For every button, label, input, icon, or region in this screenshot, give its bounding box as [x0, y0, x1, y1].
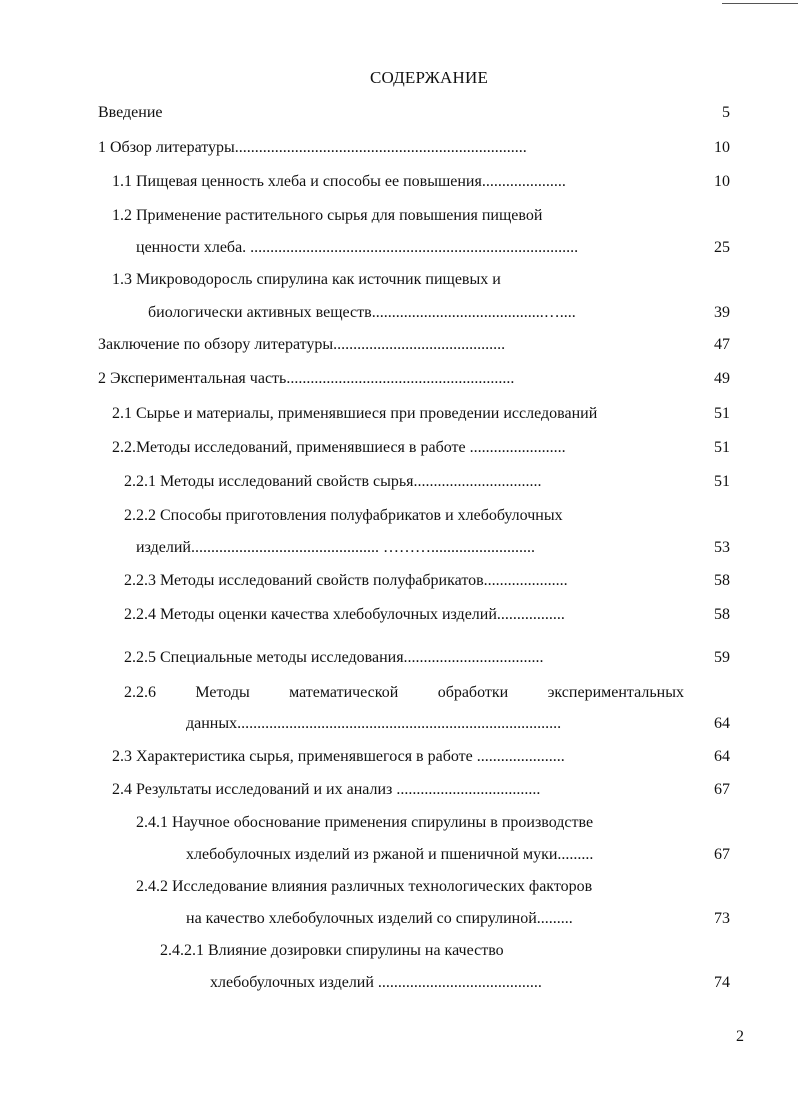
toc-entry-2-2-2-line1: 2.2.2 Способы приготовления полуфабрикатов и хлебобулочных: [124, 507, 563, 524]
toc-entry-1-3-line1: 1.3 Микроводоросль спирулина как источник пищевых и: [112, 271, 501, 288]
toc-entry-2-2-4: 2.2.4 Методы оценки качества хлебобулочных изделий.................: [124, 606, 565, 623]
toc-entry-2-2-6-line1: [124, 683, 684, 703]
page-number: 2: [736, 1028, 744, 1045]
page-title: СОДЕРЖАНИЕ: [369, 68, 489, 87]
toc-entry-conclusion: Заключение по обзору литературы...........................................: [98, 336, 506, 353]
toc-entry-1-3-line2: биологически активных веществ...........................................…....: [148, 304, 576, 321]
toc-page-2-4-2-1: 74: [714, 974, 730, 991]
toc-entry-2-4-2-line2: на качество хлебобулочных изделий со спирулиной.........: [186, 910, 573, 927]
toc-entry-2-1: 2.1 Сырье и материалы, применявшиеся при проведении исследований: [112, 405, 598, 422]
toc-word: Методы: [195, 684, 250, 701]
toc-page-2-1: 51: [714, 405, 730, 422]
toc-page-1-2: 25: [714, 239, 730, 256]
toc-page-conclusion: 47: [714, 336, 730, 353]
toc-page-2-4: 67: [714, 781, 730, 798]
toc-entry-2: 2 Экспериментальная часть.........................................................: [98, 370, 515, 387]
toc-entry-2-2-6-line2: данных.................................................................................: [186, 715, 562, 732]
toc-page-intro: 5: [722, 104, 730, 121]
toc-entry-2-4: 2.4 Результаты исследований и их анализ ....................................: [112, 781, 541, 798]
toc-page-1-3: 39: [714, 304, 730, 321]
toc-page-2-2-6: 64: [714, 715, 730, 732]
toc-page-1: 10: [714, 139, 730, 156]
toc-entry-2-3: 2.3 Характеристика сырья, применявшегося в работе ......................: [112, 748, 565, 765]
toc-entry-1-2-line1: 1.2 Применение растительного сырья для повышения пищевой: [112, 207, 543, 224]
toc-entry-1: 1 Обзор литературы.........................................................................: [98, 139, 527, 156]
toc-entry-2-4-1-line1: 2.4.1 Научное обоснование применения спирулины в производстве: [136, 814, 594, 831]
toc-word: 2.2.6: [124, 684, 156, 701]
toc-entry-intro: Введение: [98, 104, 163, 121]
toc-entry-2-2-3: 2.2.3 Методы исследований свойств полуфабрикатов.....................: [124, 572, 568, 589]
toc-page-2-2-5: 59: [714, 649, 730, 666]
toc-page-2-2-3: 58: [714, 572, 730, 589]
toc-entry-2-2-1: 2.2.1 Методы исследований свойств сырья................................: [124, 473, 542, 490]
toc-page-2-2-4: 58: [714, 606, 730, 623]
toc-entry-1-2-line2: ценности хлеба. ..................................................................................: [136, 239, 579, 256]
toc-page-2: 49: [714, 370, 730, 387]
top-edge-line: [722, 3, 798, 4]
toc-entry-2-2-2-line2: изделий............................................... ………..........................: [136, 539, 535, 556]
toc-page-1-1: 10: [714, 173, 730, 190]
toc-word: экспериментальных: [547, 684, 684, 701]
toc-entry-1-1: 1.1 Пищевая ценность хлеба и способы ее повышения.....................: [112, 173, 566, 190]
toc-page-2-3: 64: [714, 748, 730, 765]
toc-page-2-4-1: 67: [714, 846, 730, 863]
toc-entry-2-4-2-1-line2: хлебобулочных изделий .........................................: [210, 974, 542, 991]
toc-page-2-2: 51: [714, 439, 730, 456]
toc-entry-2-2: 2.2.Методы исследований, применявшиеся в работе ........................: [112, 439, 566, 456]
toc-word: математической: [289, 684, 399, 701]
toc-word: обработки: [437, 684, 509, 701]
toc-page-2-4-2: 73: [714, 910, 730, 927]
toc-entry-2-4-1-line2: хлебобулочных изделий из ржаной и пшеничной муки.........: [186, 846, 594, 863]
toc-entry-2-2-5: 2.2.5 Специальные методы исследования...................................: [124, 649, 544, 666]
toc-page-2-2-1: 51: [714, 473, 730, 490]
toc-page-2-2-2: 53: [714, 539, 730, 556]
toc-entry-2-4-2-line1: 2.4.2 Исследование влияния различных технологических факторов: [136, 878, 593, 895]
toc-entry-2-4-2-1-line1: 2.4.2.1 Влияние дозировки спирулины на качество: [160, 942, 504, 959]
